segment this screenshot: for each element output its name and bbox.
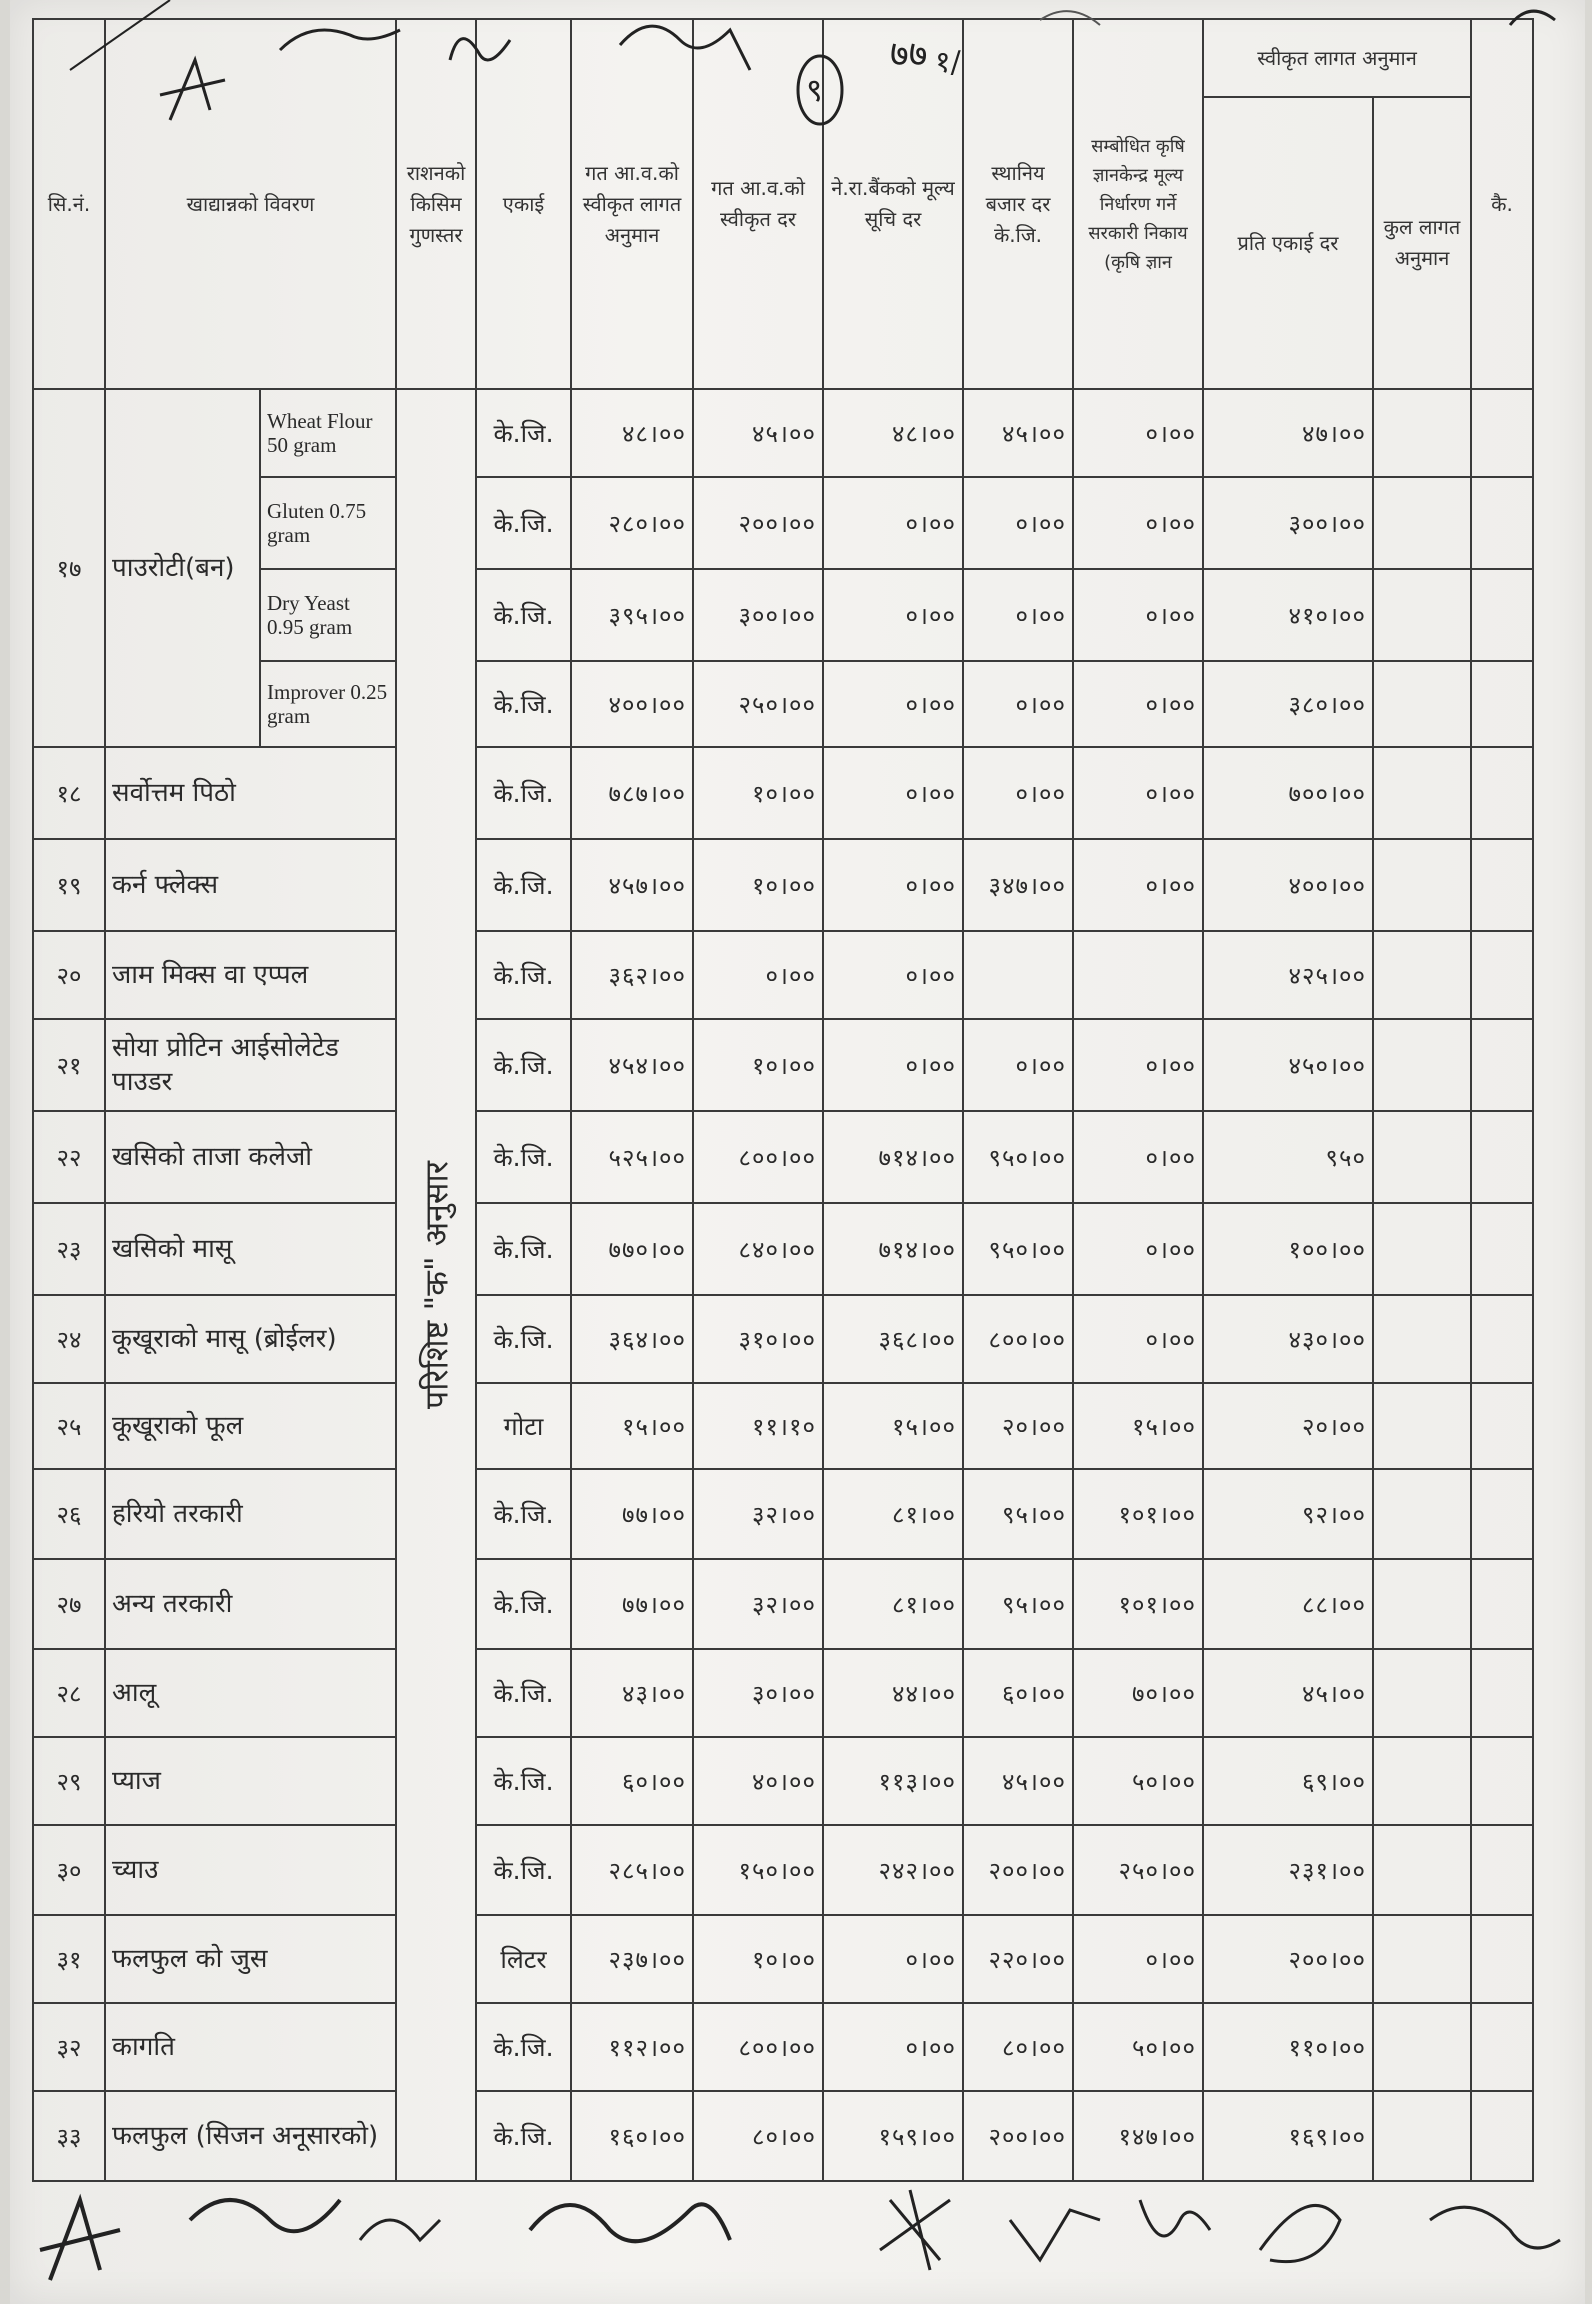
prev-estimate-cell: ७८७।००: [571, 747, 693, 839]
prev-estimate-cell: १५।००: [571, 1383, 693, 1469]
local-rate-cell: ९५।००: [963, 1469, 1073, 1559]
remarks-cell: [1471, 1825, 1533, 1915]
total-estimate-cell: [1373, 931, 1471, 1019]
per-unit-rate-cell: ३००।००: [1203, 477, 1373, 569]
table-row: [33, 1383, 1533, 1469]
remarks-cell: [1471, 1203, 1533, 1295]
quality-note-text: परिशिष्ट "क" अनुसार: [417, 1161, 456, 1409]
prev-rate-cell: २००।००: [693, 477, 823, 569]
total-estimate-cell: [1373, 569, 1471, 661]
local-rate-cell: ९५।००: [963, 1559, 1073, 1649]
serial-number: ३१: [33, 1915, 105, 2003]
item-name: प्याज: [105, 1737, 396, 1825]
item-name: अन्य तरकारी: [105, 1559, 396, 1649]
unit-cell: के.जि.: [476, 661, 571, 747]
col-header-local-rate: स्थानिय बजार दर के.जि.: [963, 19, 1073, 389]
per-unit-rate-cell: ४२५।००: [1203, 931, 1373, 1019]
nrb-rate-cell: २४२।००: [823, 1825, 963, 1915]
nrb-rate-cell: ०।००: [823, 477, 963, 569]
table-row: [33, 1019, 1533, 1111]
col-header-prev-estimate: गत आ.व.को स्वीकृत लागत अनुमान: [571, 19, 693, 389]
unit-cell: के.जि.: [476, 1111, 571, 1203]
unit-cell: के.जि.: [476, 2003, 571, 2091]
item-name: कूखूराको फूल: [105, 1383, 396, 1469]
table-row: [33, 1915, 1533, 2003]
unit-cell: के.जि.: [476, 1825, 571, 1915]
table-row: [33, 1111, 1533, 1203]
remarks-cell: [1471, 477, 1533, 569]
item-name: सोया प्रोटिन आईसोलेटेड पाउडर: [105, 1019, 396, 1111]
total-estimate-cell: [1373, 1111, 1471, 1203]
col-header-sn: सि.नं.: [33, 19, 105, 389]
table-row: [33, 931, 1533, 1019]
remarks-cell: [1471, 569, 1533, 661]
top-mark: ७७: [890, 34, 928, 75]
remarks-cell: [1471, 1019, 1533, 1111]
prev-estimate-cell: ४३।००: [571, 1649, 693, 1737]
unit-cell: गोटा: [476, 1383, 571, 1469]
serial-number: १९: [33, 839, 105, 931]
serial-number: २५: [33, 1383, 105, 1469]
table-row: [33, 2003, 1533, 2091]
nrb-rate-cell: १५९।००: [823, 2091, 963, 2181]
serial-number: २०: [33, 931, 105, 1019]
unit-cell: के.जि.: [476, 931, 571, 1019]
nrb-rate-cell: ८१।००: [823, 1559, 963, 1649]
unit-cell: के.जि.: [476, 2091, 571, 2181]
gov-rate-cell: ०।००: [1073, 477, 1203, 569]
item-name: फलफुल (सिजन अनूसारको): [105, 2091, 396, 2181]
per-unit-rate-cell: ४५।००: [1203, 1649, 1373, 1737]
prev-estimate-cell: ३६४।००: [571, 1295, 693, 1383]
nrb-rate-cell: ११३।००: [823, 1737, 963, 1825]
per-unit-rate-cell: ९५०: [1203, 1111, 1373, 1203]
per-unit-rate-cell: ८८।००: [1203, 1559, 1373, 1649]
unit-cell: के.जि.: [476, 1019, 571, 1111]
gov-rate-cell: ०।००: [1073, 1203, 1203, 1295]
local-rate-cell: [963, 931, 1073, 1019]
total-estimate-cell: [1373, 1559, 1471, 1649]
total-estimate-cell: [1373, 1295, 1471, 1383]
item-name: कर्न फ्लेक्स: [105, 839, 396, 931]
table-row: [33, 839, 1533, 931]
serial-number: ३०: [33, 1825, 105, 1915]
table-row: [33, 1469, 1533, 1559]
nrb-rate-cell: ०।००: [823, 747, 963, 839]
prev-estimate-cell: २३७।००: [571, 1915, 693, 2003]
prev-estimate-cell: १६०।००: [571, 2091, 693, 2181]
item-name: कूखूराको मासू (ब्रोईलर): [105, 1295, 396, 1383]
remarks-cell: [1471, 389, 1533, 477]
nrb-rate-cell: १५।००: [823, 1383, 963, 1469]
rate-table: [32, 18, 1534, 2182]
local-rate-cell: ०।००: [963, 477, 1073, 569]
col-header-per-unit: प्रति एकाई दर: [1203, 97, 1373, 389]
per-unit-rate-cell: ४५०।००: [1203, 1019, 1373, 1111]
col-header-nrb-rate: ने.रा.बैंकको मूल्य सूचि दर: [823, 19, 963, 389]
per-unit-rate-cell: ६९।००: [1203, 1737, 1373, 1825]
col-header-total: कुल लागत अनुमान: [1373, 97, 1471, 389]
gov-rate-cell: २५०।००: [1073, 1825, 1203, 1915]
serial-number: २२: [33, 1111, 105, 1203]
gov-rate-cell: ०।००: [1073, 661, 1203, 747]
prev-estimate-cell: ३६२।००: [571, 931, 693, 1019]
per-unit-rate-cell: १००।००: [1203, 1203, 1373, 1295]
col-header-approved-group: स्वीकृत लागत अनुमान: [1203, 19, 1471, 97]
prev-estimate-cell: ४५७।००: [571, 839, 693, 931]
gov-rate-cell: १५।००: [1073, 1383, 1203, 1469]
sub-item-name: Improver 0.25 gram: [260, 661, 396, 747]
table-row: [33, 1649, 1533, 1737]
item-name: खसिको ताजा कलेजो: [105, 1111, 396, 1203]
prev-estimate-cell: ७७।००: [571, 1469, 693, 1559]
remarks-cell: [1471, 1559, 1533, 1649]
unit-cell: के.जि.: [476, 1295, 571, 1383]
serial-number: १७: [33, 389, 105, 747]
unit-cell: के.जि.: [476, 389, 571, 477]
item-name: कागति: [105, 2003, 396, 2091]
unit-cell: के.जि.: [476, 1203, 571, 1295]
prev-estimate-cell: ७७०।००: [571, 1203, 693, 1295]
prev-estimate-cell: ३९५।००: [571, 569, 693, 661]
total-estimate-cell: [1373, 1649, 1471, 1737]
nrb-rate-cell: ०।००: [823, 2003, 963, 2091]
per-unit-rate-cell: २०।००: [1203, 1383, 1373, 1469]
prev-rate-cell: १५०।००: [693, 1825, 823, 1915]
nrb-rate-cell: ४४।००: [823, 1649, 963, 1737]
prev-estimate-cell: ७७।००: [571, 1559, 693, 1649]
top-signatures: [10, 0, 1585, 140]
local-rate-cell: ९५०।००: [963, 1203, 1073, 1295]
prev-estimate-cell: २८०।००: [571, 477, 693, 569]
per-unit-rate-cell: ७००।००: [1203, 747, 1373, 839]
item-name: पाउरोटी(बन): [105, 389, 260, 747]
nrb-rate-cell: ३६८।००: [823, 1295, 963, 1383]
per-unit-rate-cell: ४००।००: [1203, 839, 1373, 931]
per-unit-rate-cell: २००।००: [1203, 1915, 1373, 2003]
circled-mark: ९: [806, 71, 823, 109]
nrb-rate-cell: ०।००: [823, 1019, 963, 1111]
col-header-quality: राशनको किसिम गुणस्तर: [396, 19, 476, 389]
gov-rate-cell: ०।००: [1073, 1111, 1203, 1203]
serial-number: २९: [33, 1737, 105, 1825]
local-rate-cell: ४५।००: [963, 1737, 1073, 1825]
item-name: जाम मिक्स वा एप्पल: [105, 931, 396, 1019]
prev-estimate-cell: २८५।००: [571, 1825, 693, 1915]
gov-rate-cell: १४७।००: [1073, 2091, 1203, 2181]
local-rate-cell: २००।००: [963, 2091, 1073, 2181]
gov-rate-cell: ०।००: [1073, 1019, 1203, 1111]
total-estimate-cell: [1373, 747, 1471, 839]
local-rate-cell: ०।००: [963, 747, 1073, 839]
local-rate-cell: २२०।००: [963, 1915, 1073, 2003]
local-rate-cell: ०।००: [963, 569, 1073, 661]
local-rate-cell: ८००।००: [963, 1295, 1073, 1383]
table-row: [33, 1559, 1533, 1649]
col-header-gov-rate: सम्बोधित कृषि ज्ञानकेन्द्र मूल्य निर्धारण गर्ने सरकारी निकाय (कृषि ज्ञान: [1073, 19, 1203, 389]
gov-rate-cell: ०।००: [1073, 1295, 1203, 1383]
prev-rate-cell: २५०।००: [693, 661, 823, 747]
nrb-rate-cell: ०।००: [823, 569, 963, 661]
local-rate-cell: २०।००: [963, 1383, 1073, 1469]
gov-rate-cell: १०१।००: [1073, 1559, 1203, 1649]
serial-number: २७: [33, 1559, 105, 1649]
prev-rate-cell: ४५।००: [693, 389, 823, 477]
col-header-prev-rate: गत आ.व.को स्वीकृत दर: [693, 19, 823, 389]
local-rate-cell: ६०।००: [963, 1649, 1073, 1737]
table-row: [33, 389, 1533, 477]
remarks-cell: [1471, 1111, 1533, 1203]
top-fraction: १/: [935, 45, 961, 80]
total-estimate-cell: [1373, 661, 1471, 747]
remarks-cell: [1471, 839, 1533, 931]
item-name: हरियो तरकारी: [105, 1469, 396, 1559]
prev-estimate-cell: ११२।००: [571, 2003, 693, 2091]
total-estimate-cell: [1373, 1737, 1471, 1825]
quality-note-merged: [396, 389, 476, 2181]
unit-cell: के.जि.: [476, 477, 571, 569]
remarks-cell: [1471, 1469, 1533, 1559]
item-name: फलफुल को जुस: [105, 1915, 396, 2003]
local-rate-cell: ४५।००: [963, 389, 1073, 477]
serial-number: २३: [33, 1203, 105, 1295]
gov-rate-cell: [1073, 931, 1203, 1019]
local-rate-cell: ०।००: [963, 1019, 1073, 1111]
total-estimate-cell: [1373, 1825, 1471, 1915]
serial-number: २८: [33, 1649, 105, 1737]
nrb-rate-cell: ०।००: [823, 661, 963, 747]
remarks-cell: [1471, 1915, 1533, 2003]
serial-number: ३३: [33, 2091, 105, 2181]
prev-estimate-cell: ४८।००: [571, 389, 693, 477]
serial-number: २४: [33, 1295, 105, 1383]
item-name: आलू: [105, 1649, 396, 1737]
unit-cell: के.जि.: [476, 1559, 571, 1649]
sub-item-name: Wheat Flour 50 gram: [260, 389, 396, 477]
unit-cell: के.जि.: [476, 569, 571, 661]
table-row: [33, 1295, 1533, 1383]
total-estimate-cell: [1373, 477, 1471, 569]
serial-number: २६: [33, 1469, 105, 1559]
nrb-rate-cell: ४८।००: [823, 389, 963, 477]
prev-rate-cell: १०।००: [693, 1915, 823, 2003]
item-name: खसिको मासू: [105, 1203, 396, 1295]
prev-estimate-cell: ६०।००: [571, 1737, 693, 1825]
remarks-cell: [1471, 661, 1533, 747]
per-unit-rate-cell: ४३०।००: [1203, 1295, 1373, 1383]
table-row: [33, 747, 1533, 839]
unit-cell: के.जि.: [476, 747, 571, 839]
col-header-remarks: कै.: [1471, 19, 1533, 389]
gov-rate-cell: ७०।००: [1073, 1649, 1203, 1737]
prev-rate-cell: ३०।००: [693, 1649, 823, 1737]
unit-cell: के.जि.: [476, 1469, 571, 1559]
unit-cell: लिटर: [476, 1915, 571, 2003]
total-estimate-cell: [1373, 1383, 1471, 1469]
prev-rate-cell: ८४०।००: [693, 1203, 823, 1295]
table-row: [33, 1737, 1533, 1825]
local-rate-cell: २००।००: [963, 1825, 1073, 1915]
gov-rate-cell: ५०।००: [1073, 1737, 1203, 1825]
prev-rate-cell: ०।००: [693, 931, 823, 1019]
col-header-description: खाद्यान्नको विवरण: [105, 19, 396, 389]
table-row: [33, 1825, 1533, 1915]
serial-number: १८: [33, 747, 105, 839]
prev-rate-cell: १०।००: [693, 839, 823, 931]
item-name: सर्वोत्तम पिठो: [105, 747, 396, 839]
remarks-cell: [1471, 1383, 1533, 1469]
local-rate-cell: ०।००: [963, 661, 1073, 747]
serial-number: ३२: [33, 2003, 105, 2091]
local-rate-cell: ३४७।००: [963, 839, 1073, 931]
prev-rate-cell: ३२।००: [693, 1469, 823, 1559]
prev-estimate-cell: ४००।००: [571, 661, 693, 747]
nrb-rate-cell: ८१।००: [823, 1469, 963, 1559]
remarks-cell: [1471, 1295, 1533, 1383]
total-estimate-cell: [1373, 2003, 1471, 2091]
table-row: [33, 1203, 1533, 1295]
prev-rate-cell: १०।००: [693, 1019, 823, 1111]
remarks-cell: [1471, 2003, 1533, 2091]
nrb-rate-cell: ७१४।००: [823, 1111, 963, 1203]
per-unit-rate-cell: ९२।००: [1203, 1469, 1373, 1559]
total-estimate-cell: [1373, 1203, 1471, 1295]
gov-rate-cell: ५०।००: [1073, 2003, 1203, 2091]
item-name: च्याउ: [105, 1825, 396, 1915]
prev-rate-cell: ८००।००: [693, 2003, 823, 2091]
prev-estimate-cell: ५२५।००: [571, 1111, 693, 1203]
per-unit-rate-cell: ४१०।००: [1203, 569, 1373, 661]
total-estimate-cell: [1373, 1469, 1471, 1559]
serial-number: २१: [33, 1019, 105, 1111]
prev-rate-cell: ८०।००: [693, 2091, 823, 2181]
total-estimate-cell: [1373, 1915, 1471, 2003]
local-rate-cell: ९५०।००: [963, 1111, 1073, 1203]
total-estimate-cell: [1373, 1019, 1471, 1111]
remarks-cell: [1471, 1649, 1533, 1737]
remarks-cell: [1471, 1737, 1533, 1825]
remarks-cell: [1471, 747, 1533, 839]
total-estimate-cell: [1373, 389, 1471, 477]
document-sheet: [10, 0, 1585, 2304]
gov-rate-cell: १०१।००: [1073, 1469, 1203, 1559]
gov-rate-cell: ०।००: [1073, 569, 1203, 661]
prev-rate-cell: ४०।००: [693, 1737, 823, 1825]
bottom-signatures: [10, 2160, 1585, 2304]
per-unit-rate-cell: ३८०।००: [1203, 661, 1373, 747]
per-unit-rate-cell: १६९।००: [1203, 2091, 1373, 2181]
local-rate-cell: ८०।००: [963, 2003, 1073, 2091]
sub-item-name: Gluten 0.75 gram: [260, 477, 396, 569]
nrb-rate-cell: ७१४।००: [823, 1203, 963, 1295]
unit-cell: के.जि.: [476, 1649, 571, 1737]
gov-rate-cell: ०।००: [1073, 1915, 1203, 2003]
per-unit-rate-cell: ११०।००: [1203, 2003, 1373, 2091]
prev-estimate-cell: ४५४।००: [571, 1019, 693, 1111]
sub-item-name: Dry Yeast 0.95 gram: [260, 569, 396, 661]
prev-rate-cell: ८००।००: [693, 1111, 823, 1203]
prev-rate-cell: १०।००: [693, 747, 823, 839]
per-unit-rate-cell: ४७।००: [1203, 389, 1373, 477]
total-estimate-cell: [1373, 839, 1471, 931]
prev-rate-cell: ३१०।००: [693, 1295, 823, 1383]
prev-rate-cell: ११।१०: [693, 1383, 823, 1469]
unit-cell: के.जि.: [476, 1737, 571, 1825]
col-header-unit: एकाई: [476, 19, 571, 389]
nrb-rate-cell: ०।००: [823, 839, 963, 931]
nrb-rate-cell: ०।००: [823, 1915, 963, 2003]
prev-rate-cell: ३००।००: [693, 569, 823, 661]
gov-rate-cell: ०।००: [1073, 389, 1203, 477]
gov-rate-cell: ०।००: [1073, 747, 1203, 839]
per-unit-rate-cell: २३१।००: [1203, 1825, 1373, 1915]
unit-cell: के.जि.: [476, 839, 571, 931]
prev-rate-cell: ३२।००: [693, 1559, 823, 1649]
gov-rate-cell: ०।००: [1073, 839, 1203, 931]
remarks-cell: [1471, 931, 1533, 1019]
nrb-rate-cell: ०।००: [823, 931, 963, 1019]
